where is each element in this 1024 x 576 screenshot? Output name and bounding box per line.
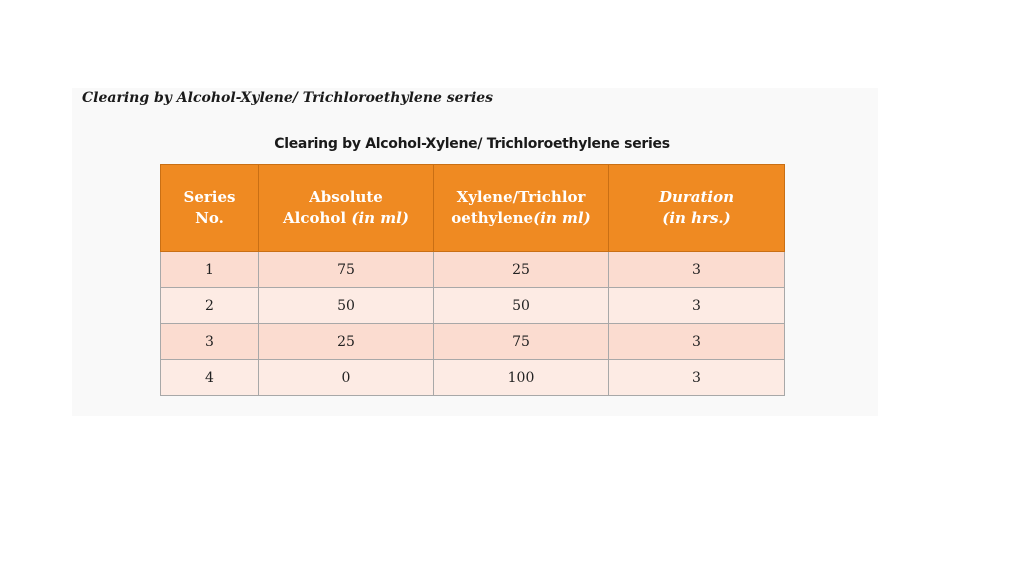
cell-alcohol: 25 bbox=[259, 324, 434, 360]
table-container bbox=[160, 164, 784, 396]
cell-duration: 3 bbox=[609, 360, 785, 396]
cell-series-no: 1 bbox=[161, 252, 259, 288]
cell-series-no: 4 bbox=[161, 360, 259, 396]
header-line1: Absolute bbox=[309, 188, 383, 206]
cell-xylene: 25 bbox=[434, 252, 609, 288]
cell-duration: 3 bbox=[609, 324, 785, 360]
header-unit: (in hrs.) bbox=[662, 209, 731, 227]
header-series-no bbox=[161, 165, 259, 252]
clearing-series-table bbox=[160, 164, 785, 396]
table-header-row bbox=[161, 165, 785, 252]
table-row bbox=[161, 324, 785, 360]
header-line2: Alcohol bbox=[283, 209, 347, 227]
header-absolute-alcohol bbox=[259, 165, 434, 252]
header-unit: (in ml) bbox=[351, 209, 409, 227]
header-line2: No. bbox=[195, 209, 224, 227]
cell-duration: 3 bbox=[609, 252, 785, 288]
header-line2: oethylene bbox=[451, 209, 534, 227]
header-line1: Duration bbox=[658, 188, 735, 206]
header-line1: Series bbox=[183, 188, 236, 206]
header-unit: (in ml) bbox=[533, 209, 591, 227]
cell-xylene: 50 bbox=[434, 288, 609, 324]
table-title: Clearing by Alcohol-Xylene/ Trichloroethylene series bbox=[274, 136, 670, 152]
header-xylene bbox=[434, 165, 609, 252]
cell-alcohol: 50 bbox=[259, 288, 434, 324]
cell-alcohol: 0 bbox=[259, 360, 434, 396]
table-row bbox=[161, 288, 785, 324]
header-line1: Xylene/Trichlor bbox=[456, 188, 586, 206]
cell-series-no: 2 bbox=[161, 288, 259, 324]
cell-xylene: 100 bbox=[434, 360, 609, 396]
cell-alcohol: 75 bbox=[259, 252, 434, 288]
cell-xylene: 75 bbox=[434, 324, 609, 360]
cell-series-no: 3 bbox=[161, 324, 259, 360]
table-row bbox=[161, 252, 785, 288]
table-row bbox=[161, 360, 785, 396]
cell-duration: 3 bbox=[609, 288, 785, 324]
header-duration bbox=[609, 165, 785, 252]
outer-title: Clearing by Alcohol-Xylene/ Trichloroethylene series bbox=[82, 90, 494, 106]
